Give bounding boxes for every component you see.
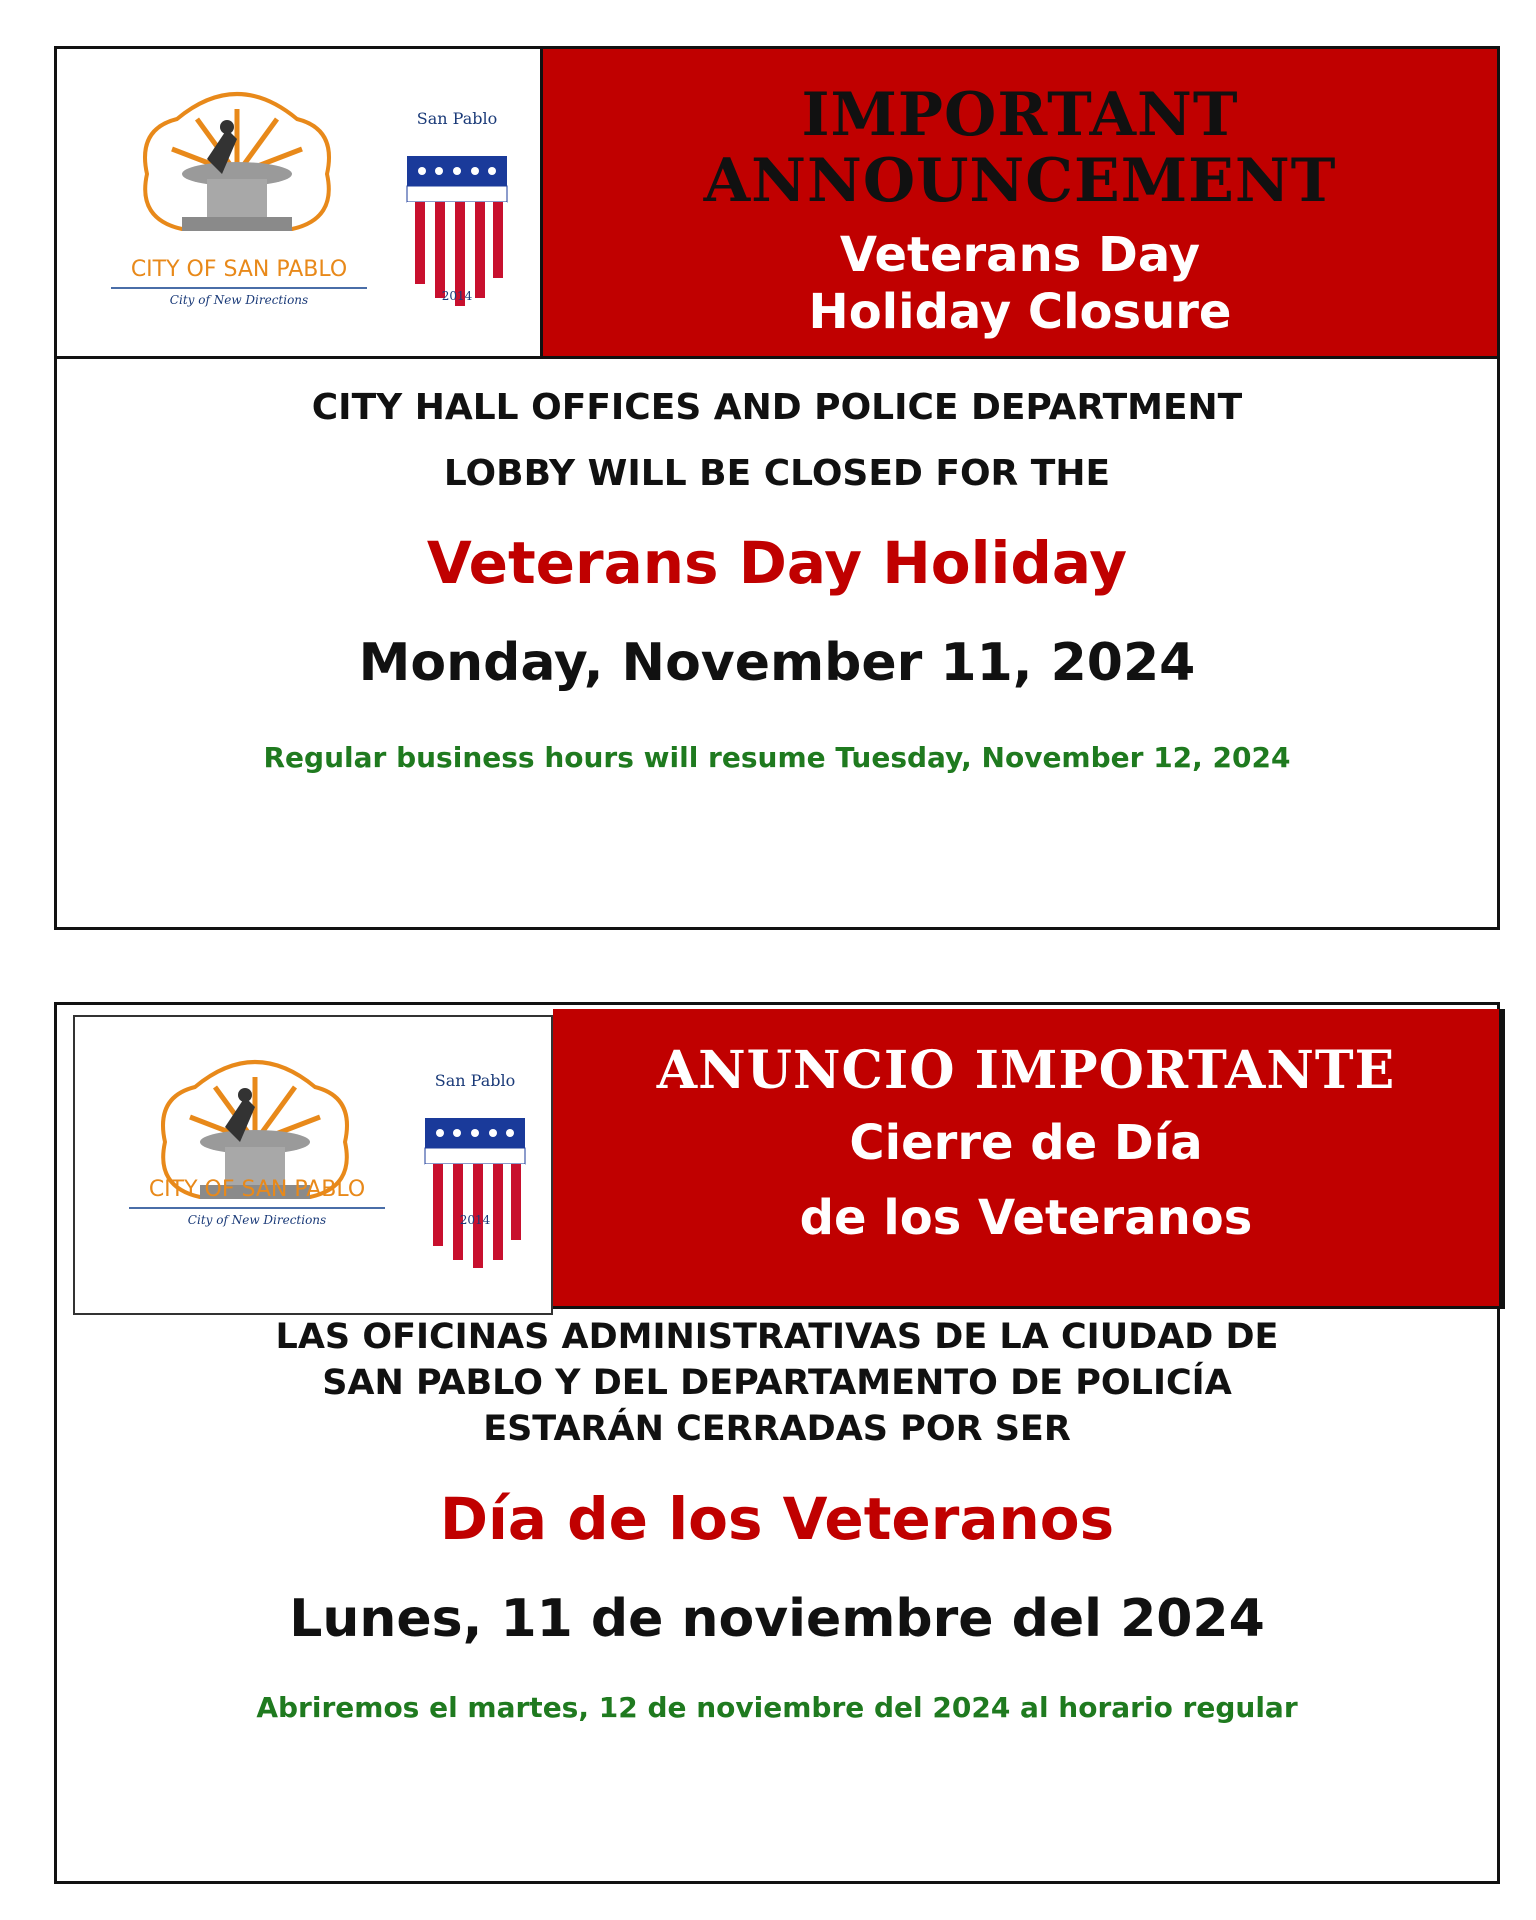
- closure-date: Lunes, 11 de noviembre del 2024: [289, 1589, 1265, 1649]
- announcement-card-spanish: [54, 1002, 1500, 1884]
- announcement-header: [553, 1009, 1505, 1309]
- city-tagline: City of New Directions: [187, 1213, 327, 1227]
- city-name: CITY OF SAN PABLO: [130, 257, 348, 282]
- header-subtitle-line2: de los Veteranos: [799, 1189, 1253, 1246]
- logo-panel: [73, 1015, 553, 1315]
- seal-year: 2014: [441, 289, 473, 303]
- announcement-card-english: [54, 46, 1500, 930]
- closure-notice-line3: ESTARÁN CERRADAS POR SER: [483, 1409, 1071, 1449]
- header-title-line1: ANUNCIO IMPORTANTE: [656, 1040, 1396, 1101]
- resume-notice: Regular business hours will resume Tuesday, November 12, 2024: [263, 741, 1291, 774]
- seal-title: San Pablo: [416, 109, 498, 128]
- logo-panel: [57, 49, 543, 359]
- all-america-city-shield-icon: [415, 1093, 535, 1293]
- closure-notice-line1: CITY HALL OFFICES AND POLICE DEPARTMENT: [311, 387, 1243, 428]
- closure-notice-line2: LOBBY WILL BE CLOSED FOR THE: [443, 453, 1111, 494]
- header-subtitle-line1: Cierre de Día: [849, 1115, 1203, 1171]
- closure-date: Monday, November 11, 2024: [358, 633, 1196, 693]
- holiday-name: Día de los Veteranos: [439, 1485, 1115, 1553]
- city-tagline: City of New Directions: [169, 293, 309, 307]
- seal-title: San Pablo: [434, 1071, 516, 1090]
- holiday-name: Veterans Day Holiday: [426, 529, 1128, 597]
- logo-rule: [111, 287, 367, 289]
- seal-year: 2014: [459, 1213, 491, 1227]
- closure-notice-line1: LAS OFICINAS ADMINISTRATIVAS DE LA CIUDAD DE: [275, 1317, 1279, 1357]
- logo-rule: [129, 1207, 385, 1209]
- header-subtitle-line1: Veterans Day: [839, 227, 1201, 283]
- header-title-line1: IMPORTANT: [801, 80, 1239, 150]
- header-subtitle-line2: Holiday Closure: [808, 283, 1232, 340]
- closure-notice-line2: SAN PABLO Y DEL DEPARTAMENTO DE POLICÍA: [322, 1363, 1232, 1403]
- header-title-line2: ANNOUNCEMENT: [703, 146, 1337, 216]
- city-of-san-pablo-logo: [87, 79, 387, 319]
- announcement-header: [543, 49, 1497, 359]
- city-name: CITY OF SAN PABLO: [148, 1177, 366, 1202]
- resume-notice: Abriremos el martes, 12 de noviembre del 2024 al horario regular: [256, 1691, 1298, 1724]
- city-of-san-pablo-logo: [105, 1047, 405, 1287]
